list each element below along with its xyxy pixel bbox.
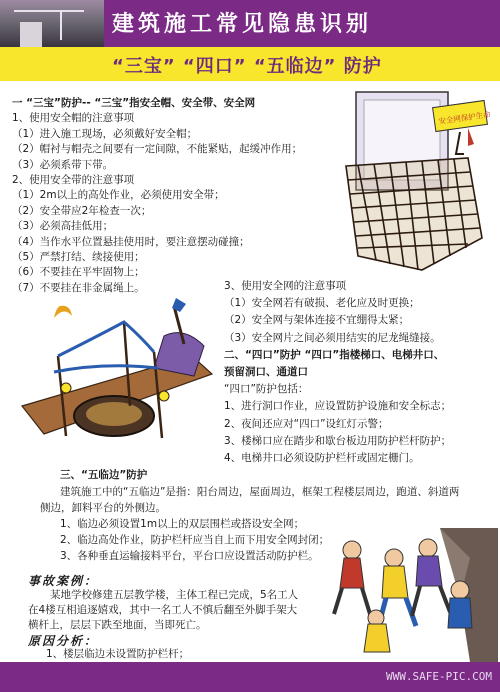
header-bar [0,0,500,47]
list-item: （6）不要挂在平牢固物上； [12,266,145,279]
paragraph-line: 某地学校修建五层教学楼，主体工程已完成，5名工人 [50,589,299,601]
paragraph-line: 横杆上，层层下跌至地面，当即死亡。 [28,619,207,631]
workers-chasing-illustration [320,528,498,662]
page-title: 建筑施工常见隐患识别 [112,12,373,37]
section-heading [60,468,147,483]
list-item: （1）2m以上的高处作业，必须使用安全带； [12,189,225,202]
list-item: （5）严禁打结、续接使用； [12,250,145,263]
list-item: 1、临边必须设置1m以上的双层围栏或搭设安全网； [60,518,305,530]
section-three-treasures [12,96,302,296]
manhole-illustration [14,296,220,456]
list-item: （3）必须高挂低用； [12,220,114,233]
list-item: 2、使用安全带的注意事项 [12,173,135,186]
list-item: 2、夜间还应对“四口”设红灯示警； [224,417,389,430]
section-heading-text: 三、“五临边”防护 [60,469,148,481]
section-safety-net [224,278,451,467]
safety-net-illustration [318,88,496,278]
list-item: （1）安全网若有破损、老化应及时更换； [224,297,420,310]
section-heading: 一 “三宝”防护-- “三宝”指安全帽、安全带、安全网 [12,97,256,109]
list-item: 3、使用安全网的注意事项 [224,280,347,292]
list-item: 1、使用安全帽的注意事项 [12,112,135,125]
list-item: 4、电梯井口必须设防护栏杆或固定栅门。 [224,451,420,464]
paragraph-line: 在4楼互相追逐嬉戏，其中一名工人不慎后翻至外脚手架大 [28,604,298,616]
list-item: 3、楼梯口应在踏步和歇台板边用防护栏杆防护； [224,434,452,447]
list-item: （2）帽衬与帽壳之间要有一定间隙，不能紧贴，起缓冲作用； [12,143,303,156]
paragraph-line: 建筑施工中的“五临边”是指：阳台周边，屋面周边，框架工程楼层周边，跑道、斜道两 [60,486,460,498]
list-item: 3、各种垂直运输接料平台，平台口应设置活动防护栏。 [60,550,319,562]
list-item: 1、进行洞口作业，应设置防护设施和安全标志； [224,400,452,413]
net-sign-label: 安全网保护生命 [437,109,492,126]
construction-photo [0,0,104,47]
case-study-text [28,588,298,633]
paragraph-line: 侧边，卸料平台的外侧边。 [40,502,166,514]
list-item: （2）安全带应2年检查一次； [12,204,152,217]
watermark: WWW.SAFE-PIC.COM [386,670,492,683]
section-heading-cont: 预留洞口、通道口 [224,365,308,378]
list-intro: “四口”防护包括： [224,383,309,396]
list-item: （7）不要挂在非金属绳上。 [12,281,145,294]
list-item: （3）必须系带下带。 [12,158,114,171]
section-heading: 二、“四口”防护 “四口”指楼梯口、电梯井口、 [224,348,445,361]
analysis-title: 原因分析： [28,634,99,648]
case-study-title: 事故案例： [28,574,99,588]
list-item: （2）安全网与架体连接不宜绷得太紧； [224,314,410,327]
page-subtitle: “三宝” “四口” “五临边” 防护 [112,56,382,77]
list-item: 1、楼层临边未设置防护栏杆； [46,648,190,660]
list-item: （3）安全网片之间必须用结实的尼龙绳缝接。 [224,331,441,344]
list-item: 2、临边高处作业，防护栏杆应当自上而下用安全网封闭； [60,534,330,546]
list-item: （1）进入施工现场，必须戴好安全帽； [12,127,198,140]
list-item: （4）当作水平位置悬挂使用时，要注意摆动碰撞； [12,235,250,248]
